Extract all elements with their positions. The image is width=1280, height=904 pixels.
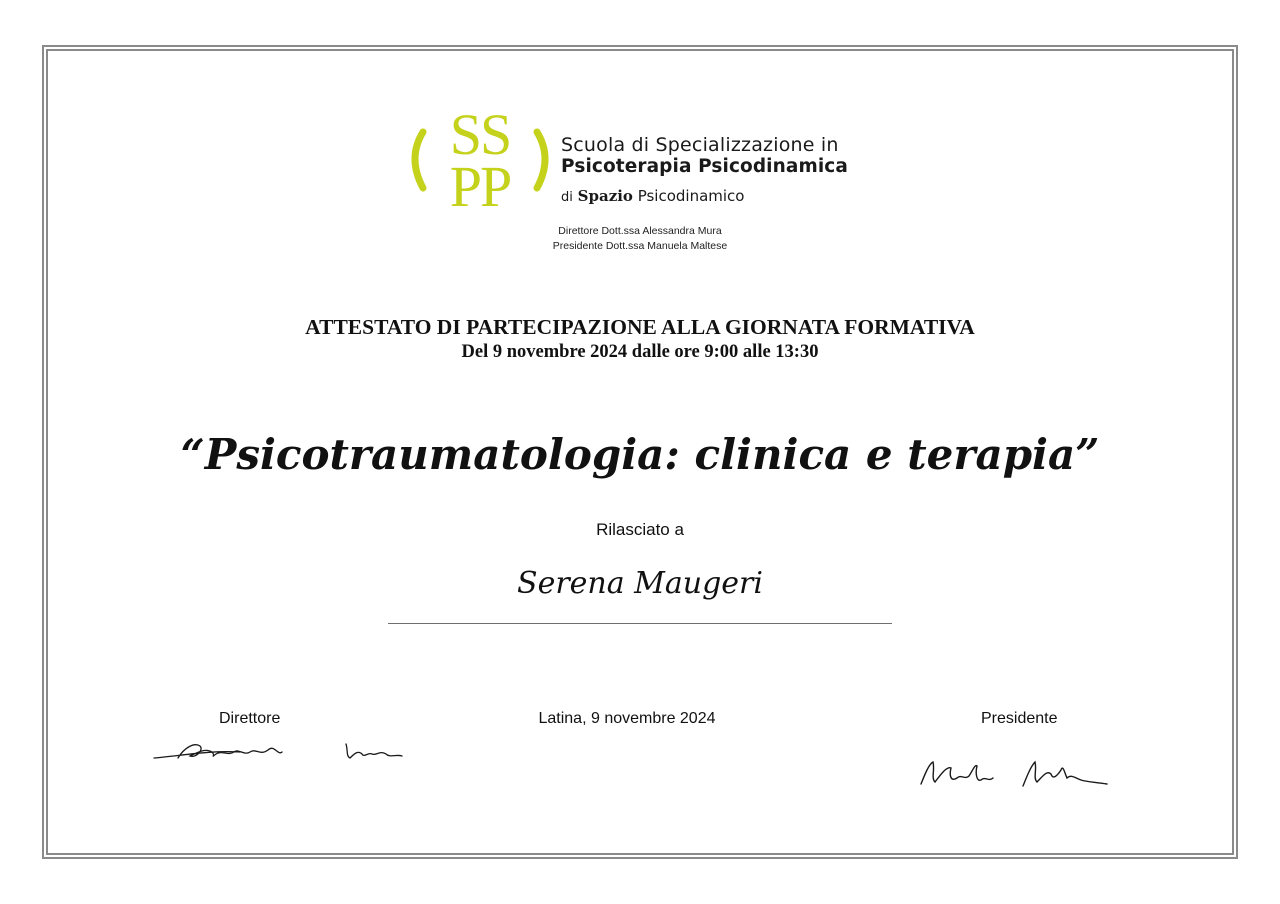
course-title: “Psicotraumatologia: clinica e terapia”	[180, 430, 1100, 479]
director-signature	[150, 736, 410, 766]
school-name-line3	[561, 187, 848, 207]
president-label: Presidente	[981, 710, 1058, 727]
svg-text:SS: SS	[449, 104, 511, 167]
svg-text:PP: PP	[449, 154, 511, 212]
school-name-brand: Spazio	[577, 187, 633, 205]
sspp-logo-mark	[405, 104, 555, 212]
issued-to-label: Rilasciato a	[596, 520, 684, 539]
recipient-underline	[388, 623, 892, 624]
president-signature	[915, 756, 1115, 792]
staff-director: Direttore Dott.ssa Alessandra Mura	[558, 225, 722, 237]
staff-block	[440, 224, 840, 254]
school-name-suffix: Psicodinamico	[637, 187, 745, 205]
school-name-prefix: di	[561, 190, 573, 205]
school-name-line2: Psicoterapia Psicodinamica	[561, 156, 848, 177]
certificate-heading	[140, 314, 1140, 364]
school-name-block	[561, 134, 848, 207]
certificate-title: ATTESTATO DI PARTECIPAZIONE ALLA GIORNATA FORMATIVA	[305, 315, 975, 339]
certificate-date-line: Del 9 novembre 2024 dalle ore 9:00 alle 13:30	[461, 342, 819, 362]
staff-president: Presidente Dott.ssa Manuela Maltese	[552, 240, 728, 252]
recipient-name: Serena Maugeri	[517, 566, 763, 601]
director-label: Direttore	[219, 710, 281, 727]
place-date: Latina, 9 novembre 2024	[538, 710, 716, 727]
school-name-line1: Scuola di Specializzazione in	[561, 134, 839, 156]
